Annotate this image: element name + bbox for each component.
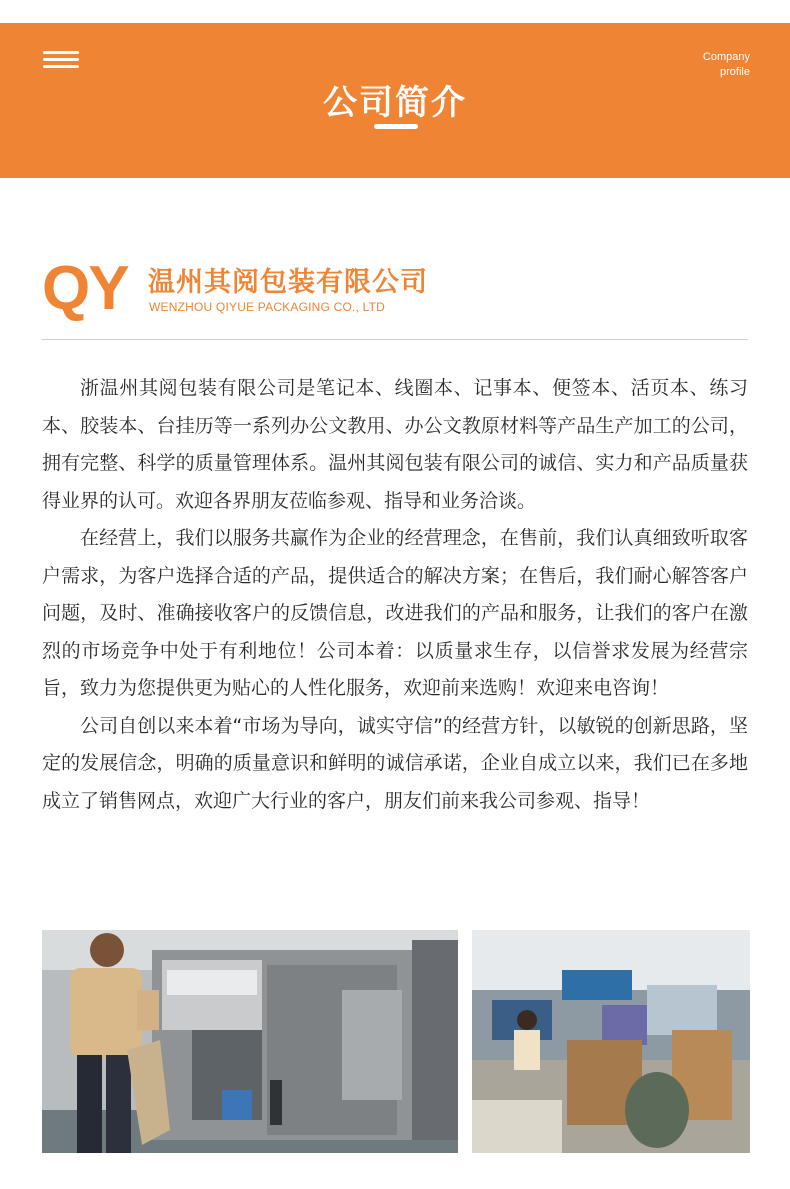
logo-company-name-cn: 温州其阅包装有限公司 bbox=[148, 267, 428, 298]
factory-printing-machine-photo bbox=[42, 930, 458, 1153]
factory-workshop-photo bbox=[472, 930, 750, 1153]
corner-label-line2: profile bbox=[720, 66, 750, 78]
logo-mark: QY bbox=[42, 254, 128, 323]
logo-company-name-en: WENZHOU QIYUE PACKAGING CO., LTD bbox=[149, 300, 385, 314]
intro-paragraph: 浙温州其阅包装有限公司是笔记本、线圈本、记事本、便签本、活页本、练习本、胶装本、台挂历等一系列办公文教用、办公文教原材料等产品生产加工的公司，拥有完整、科学的质量管理体系。温州其阅包装有限公司的诚信、实力和产品质量获得业界的认可。欢迎各界朋友莅临参观、指导和业务洽谈。 bbox=[42, 377, 748, 512]
intro-paragraph: 在经营上，我们以服务共赢作为企业的经营理念，在售前，我们认真细致听取客户需求，为客户选择合适的产品，提供适合的解决方案；在售后，我们耐心解答客户问题，及时、准确接收客户的反馈信息，改进我们的产品和服务，让我们的客户在激烈的市场竞争中处于有利地位！公司本着：以质量求生存，以信誉求发展为经营宗旨，致力为您提供更为贴心的人性化服务，欢迎前来选购！欢迎来电咨询！ bbox=[42, 527, 748, 699]
title-underline bbox=[374, 124, 418, 129]
corner-label bbox=[703, 50, 750, 80]
page-title: 公司简介 bbox=[323, 83, 467, 123]
company-intro-text bbox=[42, 370, 748, 820]
hamburger-menu-icon[interactable] bbox=[43, 51, 79, 75]
intro-paragraph: 公司自创以来本着“市场为导向，诚实守信”的经营方针，以敏锐的创新思路，坚定的发展信念，明确的质量意识和鲜明的诚信承诺，企业自成立以来，我们已在多地成立了销售网点，欢迎广大行业的客户，朋友们前来我公司参观、指导！ bbox=[42, 714, 748, 812]
header-banner bbox=[0, 23, 790, 178]
corner-label-line1: Company bbox=[702, 51, 750, 63]
divider bbox=[42, 339, 748, 340]
company-logo bbox=[42, 254, 462, 328]
